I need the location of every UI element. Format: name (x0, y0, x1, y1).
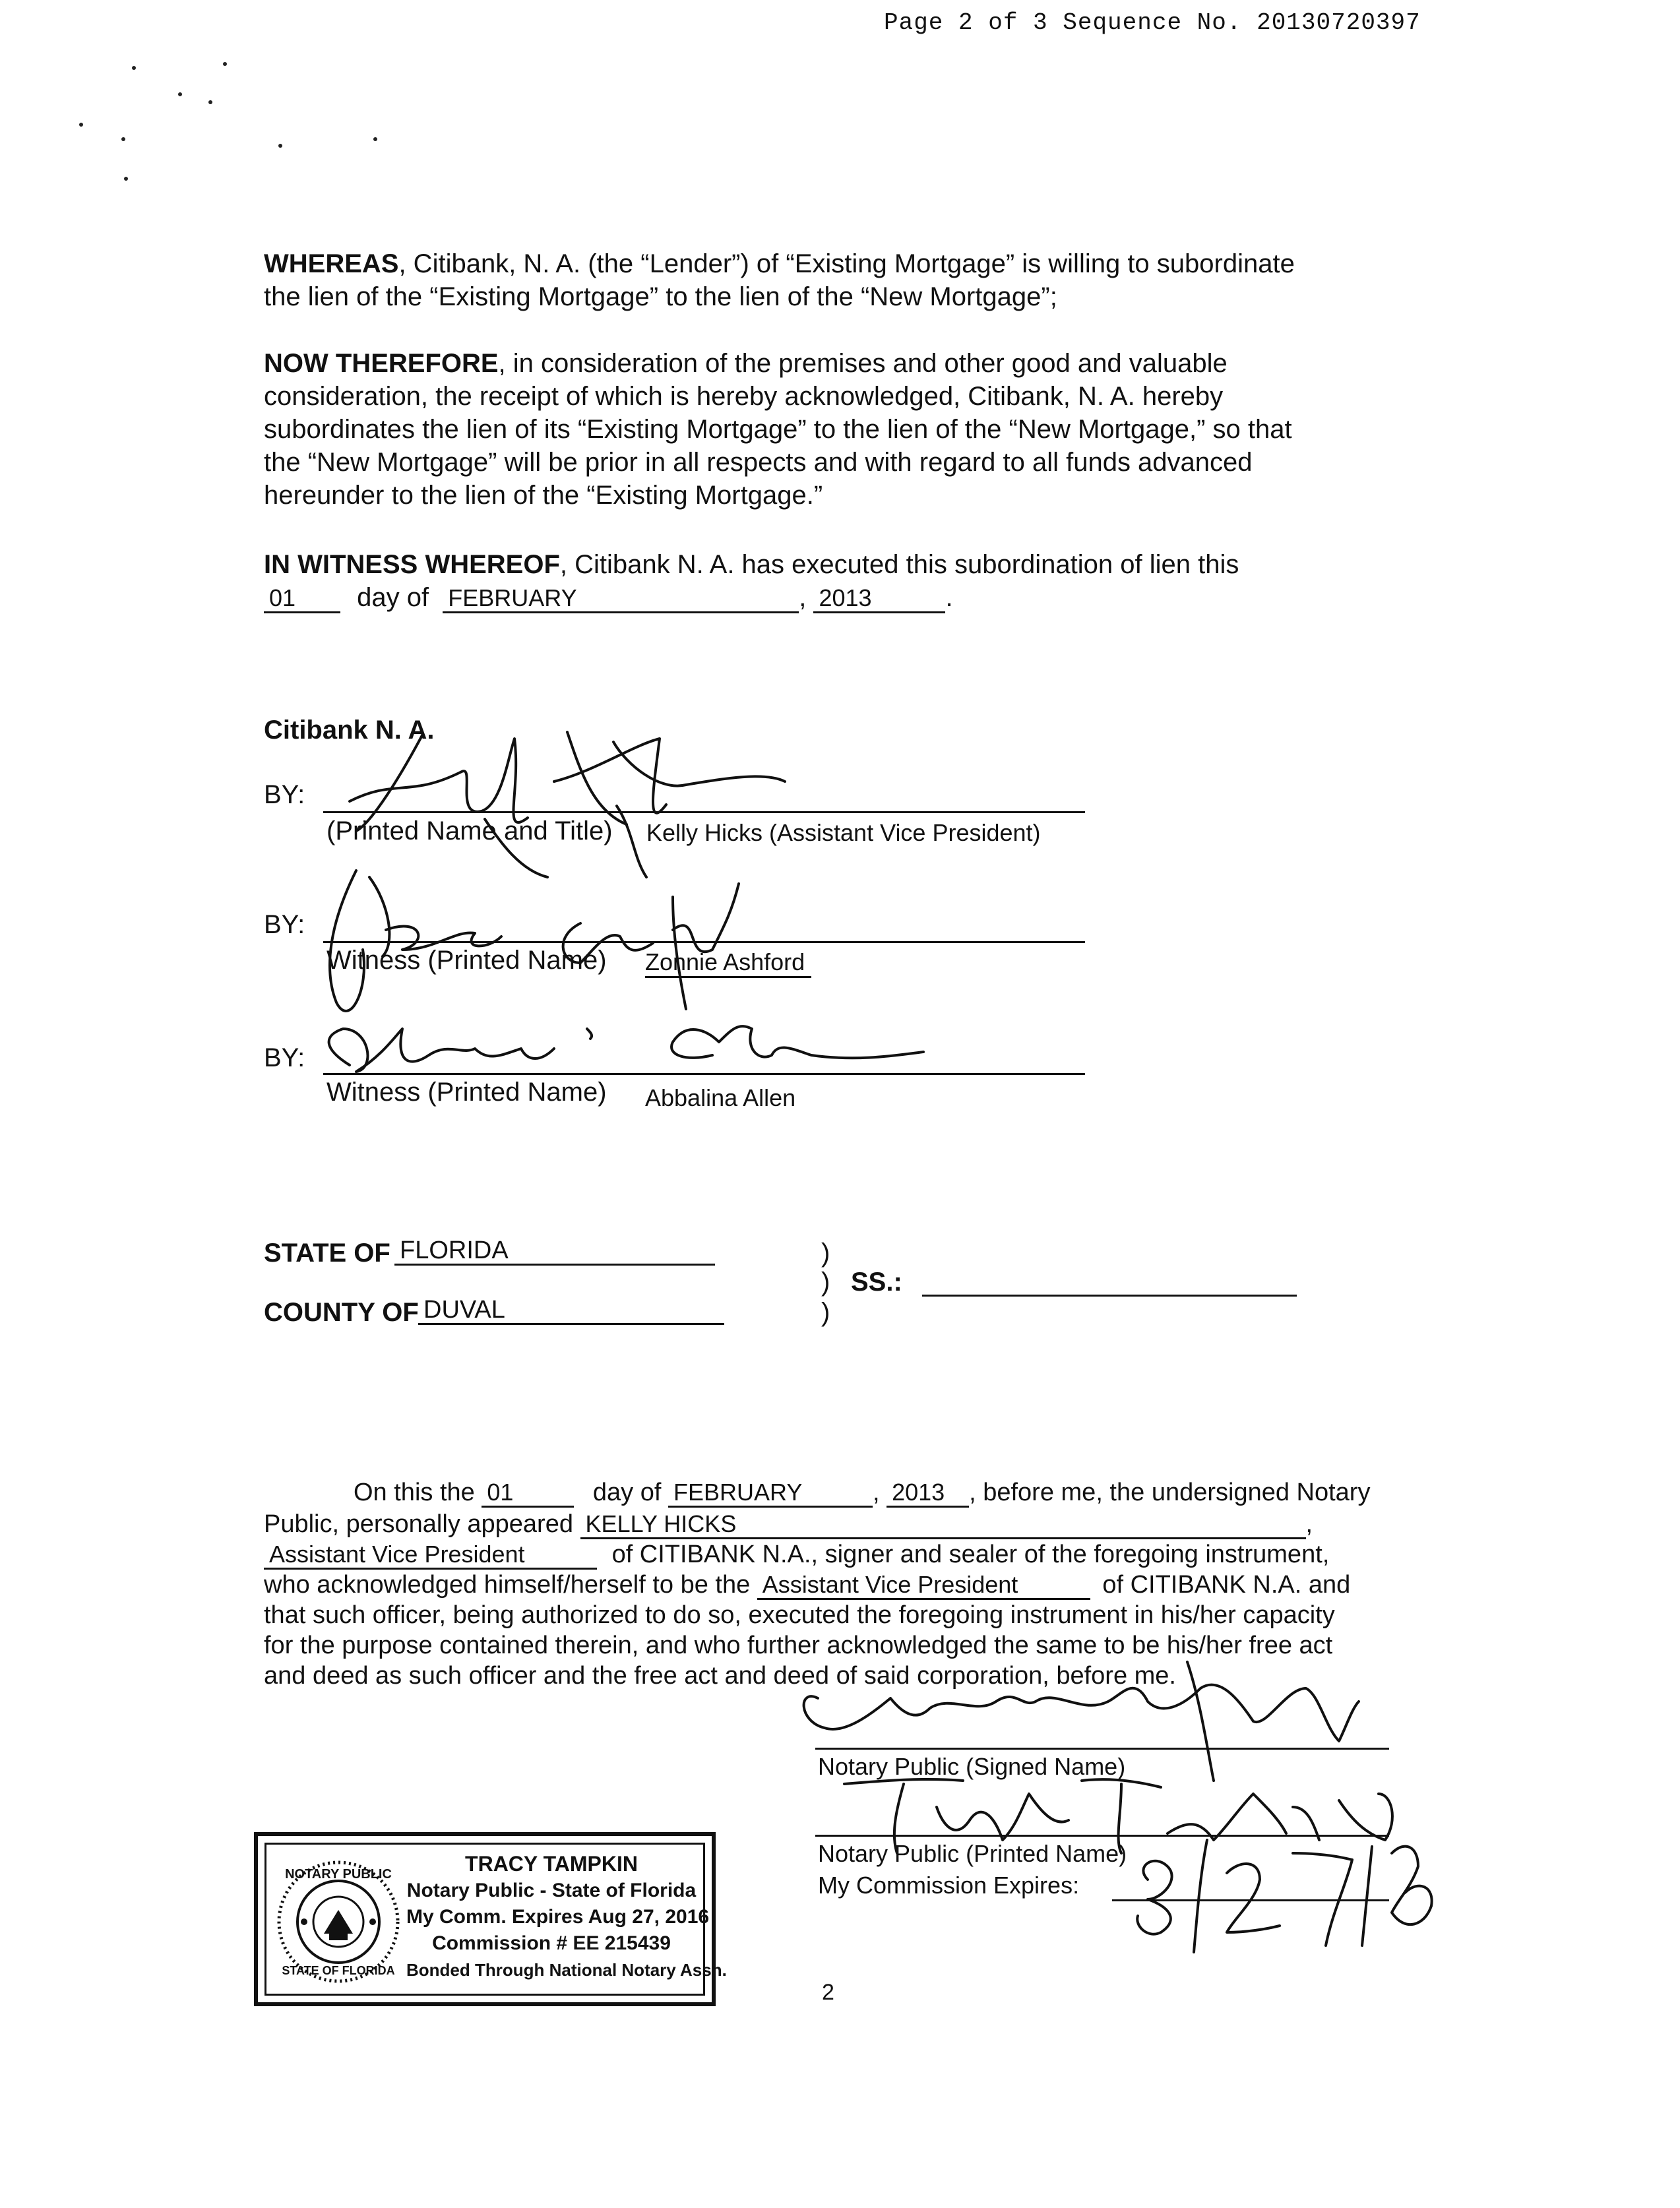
florida-seal-icon (272, 1856, 404, 1988)
venue-paren-3: ) (821, 1298, 830, 1327)
by-label-2: BY: (264, 910, 305, 939)
ack-line-5: that such officer, being authorized to do so, executed the foregoing instrument in his/her capacity (264, 1601, 1335, 1629)
witness-1-printed-name: Zonnie Ashford (645, 948, 811, 978)
witness-2-caption: Witness (Printed Name) (327, 1078, 607, 1107)
ack-title-field-2: Assistant Vice President (757, 1572, 1090, 1600)
ack-title-field-1: Assistant Vice President (264, 1541, 597, 1570)
commission-expires-label: My Commission Expires: (818, 1872, 1080, 1899)
ack-public-appeared: Public, personally appeared (264, 1510, 573, 1538)
ack-of-line: of CITIBANK N.A., signer and sealer of the foregoing instrument, (611, 1541, 1330, 1568)
now-therefore-line-2: consideration, the receipt of which is hereby acknowledged, Citibank, N. A. hereby (264, 382, 1224, 411)
by-label-1: BY: (264, 780, 305, 809)
notary-signed-line (815, 1748, 1389, 1750)
now-therefore-paragraph (264, 347, 1292, 512)
now-therefore-line-3: subordinates the lien of its “Existing Mortgage” to the lien of the “New Mortgage,” so that (264, 415, 1292, 444)
witness-day-field: 01 (264, 585, 340, 613)
witness-comma: , (799, 583, 807, 612)
signer-caption: (Printed Name and Title) (327, 816, 613, 845)
signature-line-3 (323, 1073, 1085, 1075)
notary-stamp (254, 1832, 727, 2006)
seal-commission-number: Commission # EE 215439 (432, 1932, 671, 1954)
ack-person-field: KELLY HICKS (580, 1511, 1306, 1539)
ack-line-6: for the purpose contained therein, and who further acknowledged the same to be his/her free act (264, 1632, 1333, 1659)
commission-expires-line (1112, 1899, 1389, 1901)
page-number: 2 (822, 1980, 834, 2005)
ack-day-field: 01 (482, 1479, 574, 1508)
state-label: STATE OF (264, 1239, 390, 1268)
ack-line-3 (264, 1539, 1329, 1570)
ss-label: SS.: (851, 1268, 902, 1297)
ack-line-4 (264, 1570, 1350, 1600)
in-witness-line-1: , Citibank N. A. has executed this subordination of lien this (559, 550, 1239, 579)
ack-before: , before me, the undersigned Notary (969, 1479, 1371, 1506)
notary-signed-label: Notary Public (Signed Name) (818, 1753, 1126, 1780)
page-sequence-header: Page 2 of 3 Sequence No. 20130720397 (884, 9, 1421, 36)
ss-line (922, 1295, 1297, 1297)
signature-line-2 (323, 941, 1085, 943)
venue-paren-1: ) (821, 1239, 830, 1268)
ack-on-this-the: On this the (354, 1479, 475, 1506)
now-therefore-line-4: the “New Mortgage” will be prior in all respects and with regard to all funds advanced (264, 448, 1253, 477)
now-therefore-lead: NOW THEREFORE (264, 349, 499, 378)
whereas-line-2: the lien of the “Existing Mortgage” to the lien of the “New Mortgage”; (264, 282, 1057, 311)
whereas-paragraph (264, 247, 1295, 313)
seal-notary-name: TRACY TAMPKIN (465, 1852, 638, 1876)
signature-line-1 (323, 811, 1085, 813)
svg-text:STATE OF FLORIDA: STATE OF FLORIDA (282, 1964, 395, 1977)
whereas-line-1: , Citibank, N. A. (the “Lender”) of “Existing Mortgage” is willing to subordinate (398, 249, 1295, 278)
by-label-3: BY: (264, 1043, 305, 1072)
county-field: DUVAL (418, 1297, 724, 1325)
witness-month-field: FEBRUARY (443, 585, 799, 613)
ack-line-7: and deed as such officer and the free act and deed of said corporation, before me. (264, 1662, 1176, 1690)
now-therefore-line-1: , in consideration of the premises and other good and valuable (498, 349, 1228, 378)
ack-of-citibank: of CITIBANK N.A. and (1102, 1571, 1351, 1599)
seal-commission-expires: My Comm. Expires Aug 27, 2016 (406, 1906, 710, 1928)
witness-year-field: 2013 (813, 585, 945, 613)
ack-who-ack: who acknowledged himself/herself to be the (264, 1571, 751, 1599)
witness-2-printed-name: Abbalina Allen (645, 1084, 796, 1111)
ack-month-field: FEBRUARY (668, 1479, 873, 1508)
whereas-lead: WHEREAS (264, 249, 399, 278)
company-name: Citibank N. A. (264, 716, 435, 745)
in-witness-paragraph (264, 548, 1239, 614)
ack-comma-2: , (1305, 1510, 1313, 1538)
ack-comma-1: , (872, 1479, 880, 1506)
state-field: FLORIDA (394, 1237, 715, 1266)
ack-day-of: day of (592, 1479, 662, 1506)
venue-paren-2: ) (821, 1268, 830, 1297)
now-therefore-line-5: hereunder to the lien of the “Existing Mortgage.” (264, 481, 823, 510)
commission-expires-value (1121, 1843, 1280, 1897)
seal-bonded-through: Bonded Through National Notary Assn. (406, 1960, 727, 1980)
signer-printed-name: Kelly Hicks (Assistant Vice President) (646, 819, 1041, 846)
notary-printed-label: Notary Public (Printed Name) (818, 1840, 1127, 1867)
notary-printed-line (815, 1835, 1389, 1837)
ack-line-1 (354, 1477, 1370, 1508)
witness-period: . (945, 583, 953, 612)
in-witness-lead: IN WITNESS WHEREOF (264, 550, 560, 579)
witness-day-of: day of (357, 583, 429, 612)
ack-line-2 (264, 1509, 1313, 1539)
witness-1-caption: Witness (Printed Name) (327, 946, 607, 975)
ack-year-field: 2013 (887, 1479, 969, 1508)
seal-notary-title: Notary Public - State of Florida (406, 1880, 697, 1901)
county-label: COUNTY OF (264, 1298, 419, 1327)
svg-text:NOTARY PUBLIC: NOTARY PUBLIC (285, 1867, 392, 1882)
